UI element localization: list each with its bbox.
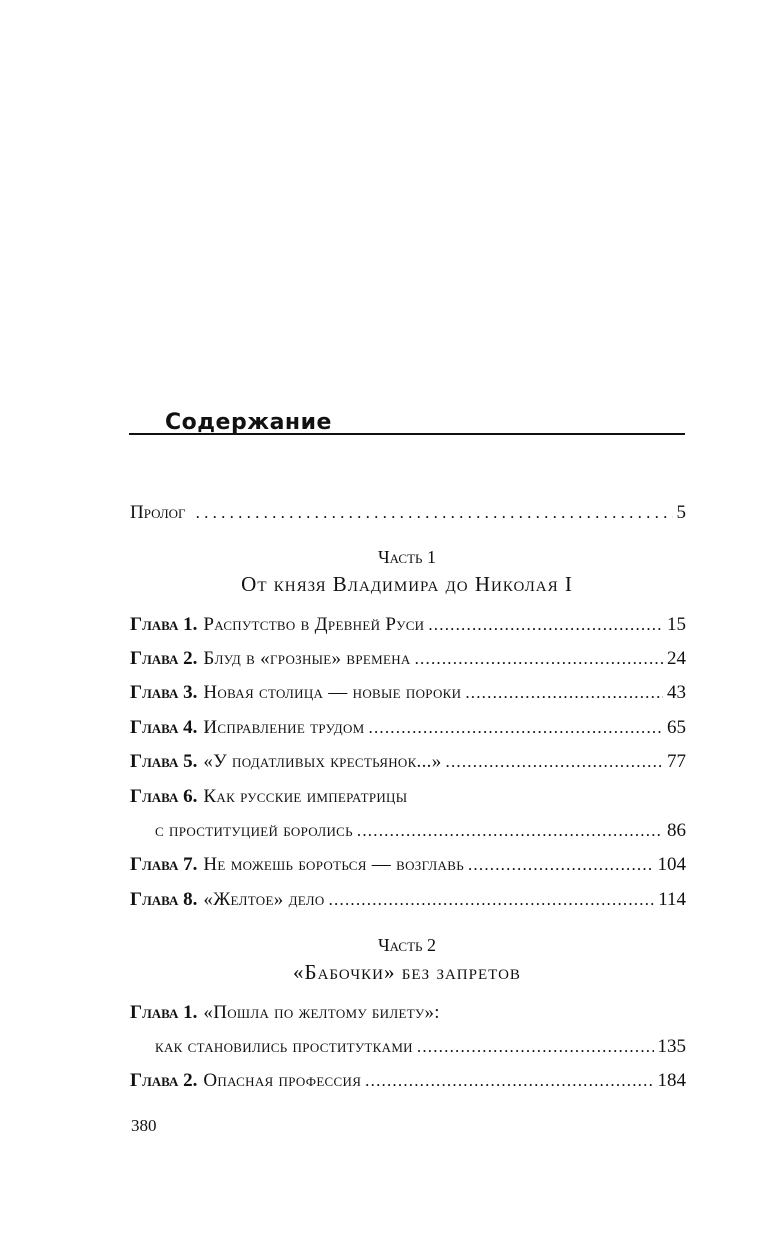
leader-dots <box>369 715 664 741</box>
chapter-label: Глава 2. <box>130 1070 198 1091</box>
leader-dots <box>196 500 673 526</box>
chapter-title: Исправление трудом <box>203 717 365 738</box>
toc-entry[interactable] <box>130 612 686 638</box>
toc-entry-continuation[interactable] <box>155 818 686 844</box>
part-2-label: Часть 2 <box>377 935 436 955</box>
chapter-title: «У податливых крестьянок...» <box>203 751 442 772</box>
chapter-label: Глава 5. <box>130 751 198 772</box>
toc-entry-prologue[interactable] <box>130 500 686 526</box>
chapter-title: «Пошла по желтому билету»: <box>203 1002 440 1023</box>
leader-dots <box>329 887 655 913</box>
leader-dots <box>468 852 654 878</box>
entry-page: 24 <box>667 648 686 669</box>
chapter-title: Распутство в Древней Руси <box>203 614 425 635</box>
chapter-title: Не можешь бороться — возглавь <box>203 854 464 875</box>
part-2-title: «Бабочки» без запретов <box>293 960 521 984</box>
chapter-title: Опасная профессия <box>203 1070 362 1091</box>
chapter-label: Глава 7. <box>130 854 198 875</box>
chapter-label: Глава 8. <box>130 889 198 910</box>
toc-entry[interactable] <box>130 646 686 672</box>
entry-page: 104 <box>657 854 686 875</box>
toc-heading: Содержание <box>165 410 332 435</box>
entry-page: 15 <box>667 614 686 635</box>
leader-dots <box>357 818 663 844</box>
entry-label: Пролог <box>130 502 186 523</box>
chapter-label: Глава 1. <box>130 614 198 635</box>
chapter-title-continued: с проституцией боролись <box>155 820 353 841</box>
entry-page: 43 <box>667 682 686 703</box>
toc-entry[interactable] <box>130 715 686 741</box>
toc-entry-continuation[interactable] <box>155 1034 686 1060</box>
entry-page: 5 <box>676 502 686 523</box>
part-1-title: От князя Владимира до Николая I <box>241 572 573 596</box>
toc-entry[interactable] <box>130 749 686 775</box>
leader-dots <box>415 646 663 672</box>
toc-entry[interactable] <box>130 852 686 878</box>
leader-dots <box>428 612 663 638</box>
toc-entry[interactable] <box>130 680 686 706</box>
chapter-title-continued: как становились проститутками <box>155 1036 413 1057</box>
toc-entry[interactable] <box>130 887 686 913</box>
entry-page: 86 <box>667 820 686 841</box>
chapter-title: Новая столица — новые пороки <box>203 682 462 703</box>
chapter-label: Глава 6. <box>130 786 198 807</box>
chapter-label: Глава 3. <box>130 682 198 703</box>
entry-page: 77 <box>667 751 686 772</box>
chapter-label: Глава 2. <box>130 648 198 669</box>
entry-page: 135 <box>657 1036 686 1057</box>
leader-dots <box>465 680 663 706</box>
chapter-title: Блуд в «грозные» времена <box>203 648 411 669</box>
leader-dots <box>417 1034 654 1060</box>
chapter-label: Глава 1. <box>130 1002 198 1023</box>
heading-rule <box>129 408 685 435</box>
toc-entry[interactable] <box>130 1068 686 1094</box>
page-number: 380 <box>131 1116 157 1135</box>
chapter-title: «Желтое» дело <box>203 889 325 910</box>
entry-page: 114 <box>658 889 686 910</box>
entry-page: 65 <box>667 717 686 738</box>
entry-page: 184 <box>657 1070 686 1091</box>
part-1-label: Часть 1 <box>377 547 436 567</box>
toc-entry[interactable] <box>130 1000 686 1026</box>
chapter-title: Как русские императрицы <box>203 786 408 807</box>
toc-entry[interactable] <box>130 784 686 810</box>
leader-dots <box>446 749 664 775</box>
leader-dots <box>365 1068 653 1094</box>
chapter-label: Глава 4. <box>130 717 198 738</box>
